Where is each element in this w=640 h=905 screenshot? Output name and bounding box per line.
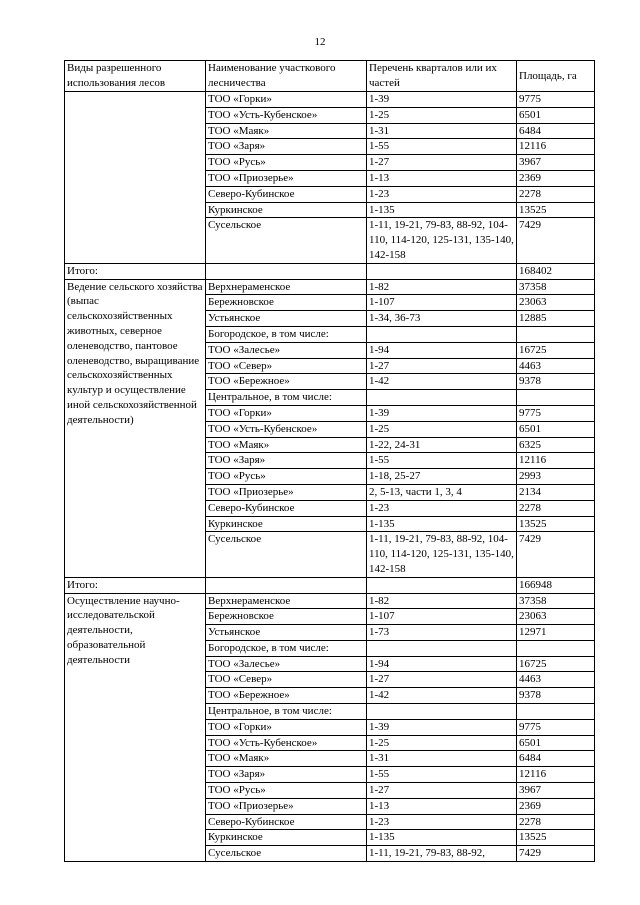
quarters-cell: [367, 326, 517, 342]
quarters-cell: 1-34, 36-73: [367, 311, 517, 327]
quarters-cell: 1-82: [367, 593, 517, 609]
area-cell: 9775: [517, 92, 595, 108]
total-row: [65, 263, 595, 279]
forestry-name-cell: ТОО «Бережное»: [206, 374, 367, 390]
table-header-row: [65, 61, 595, 92]
quarters-cell: 1-39: [367, 405, 517, 421]
area-cell: 9775: [517, 405, 595, 421]
forestry-name-cell: Бережновское: [206, 609, 367, 625]
forestry-name-cell: ТОО «Горки»: [206, 92, 367, 108]
table-row: [65, 92, 595, 108]
forestry-name-cell: ТОО «Горки»: [206, 405, 367, 421]
quarters-cell: 1-42: [367, 688, 517, 704]
forestry-name-cell: Северо-Кубинское: [206, 500, 367, 516]
area-cell: [517, 390, 595, 406]
quarters-cell: 1-55: [367, 139, 517, 155]
quarters-cell: 1-31: [367, 123, 517, 139]
quarters-cell: 1-18, 25-27: [367, 469, 517, 485]
area-cell: 6484: [517, 751, 595, 767]
quarters-cell: [367, 704, 517, 720]
quarters-cell: 1-25: [367, 421, 517, 437]
quarters-cell: 1-27: [367, 358, 517, 374]
area-cell: 6501: [517, 735, 595, 751]
page-number: 12: [314, 36, 326, 48]
quarters-cell: 1-11, 19-21, 79-83, 88-92,: [367, 846, 517, 862]
quarters-cell: 1-13: [367, 798, 517, 814]
area-cell: 7429: [517, 218, 595, 263]
forestry-name-cell: ТОО «Русь»: [206, 155, 367, 171]
quarters-cell: 1-135: [367, 830, 517, 846]
quarters-cell: 1-25: [367, 735, 517, 751]
quarters-cell: 1-22, 24-31: [367, 437, 517, 453]
quarters-cell: 1-31: [367, 751, 517, 767]
area-cell: 6501: [517, 421, 595, 437]
area-cell: 2369: [517, 798, 595, 814]
area-cell: 2278: [517, 814, 595, 830]
area-cell: 3967: [517, 155, 595, 171]
forestry-name-cell: ТОО «Залесье»: [206, 656, 367, 672]
total-value-cell: 168402: [517, 263, 595, 279]
table-row: [65, 593, 595, 609]
quarters-cell: 1-39: [367, 92, 517, 108]
forestry-name-cell: ТОО «Маяк»: [206, 123, 367, 139]
empty-cell: [206, 263, 367, 279]
forestry-name-cell: ТОО «Маяк»: [206, 437, 367, 453]
area-cell: 12116: [517, 453, 595, 469]
forestry-name-cell: Сусельское: [206, 532, 367, 577]
area-cell: 16725: [517, 656, 595, 672]
quarters-cell: 1-13: [367, 170, 517, 186]
header-use-type: Виды разрешенного использования лесов: [65, 61, 206, 92]
quarters-cell: 1-107: [367, 295, 517, 311]
forestry-name-cell: Куркинское: [206, 516, 367, 532]
area-cell: [517, 640, 595, 656]
header-area: Площадь, га: [517, 61, 595, 92]
forestry-name-cell: Северо-Кубинское: [206, 814, 367, 830]
area-cell: 6325: [517, 437, 595, 453]
area-cell: 6484: [517, 123, 595, 139]
area-cell: 23063: [517, 609, 595, 625]
forestry-name-cell: Верхнераменское: [206, 593, 367, 609]
forestry-name-cell: ТОО «Приозерье»: [206, 170, 367, 186]
empty-cell: [367, 263, 517, 279]
forestry-name-cell: Верхнераменское: [206, 279, 367, 295]
forest-use-table: [64, 60, 595, 862]
quarters-cell: 1-23: [367, 500, 517, 516]
quarters-cell: 1-11, 19-21, 79-83, 88-92, 104-110, 114-120, 125-131, 135-140, 142-158: [367, 218, 517, 263]
area-cell: [517, 326, 595, 342]
area-cell: 13525: [517, 516, 595, 532]
total-value-cell: 166948: [517, 577, 595, 593]
quarters-cell: 1-73: [367, 625, 517, 641]
quarters-cell: 1-107: [367, 609, 517, 625]
forestry-name-cell: ТОО «Север»: [206, 672, 367, 688]
forestry-name-cell: ТОО «Русь»: [206, 783, 367, 799]
forestry-name-cell: ТОО «Усть-Кубенское»: [206, 735, 367, 751]
forestry-name-cell: ТОО «Усть-Кубенское»: [206, 421, 367, 437]
total-label-cell: Итого:: [65, 577, 206, 593]
area-cell: 7429: [517, 846, 595, 862]
forestry-name-cell: ТОО «Заря»: [206, 453, 367, 469]
forestry-name-cell: Куркинское: [206, 202, 367, 218]
forestry-name-cell: Богородское, в том числе:: [206, 640, 367, 656]
forestry-name-cell: ТОО «Маяк»: [206, 751, 367, 767]
forestry-name-cell: Сусельское: [206, 218, 367, 263]
forestry-name-cell: ТОО «Заря»: [206, 139, 367, 155]
area-cell: 6501: [517, 107, 595, 123]
area-cell: 9378: [517, 374, 595, 390]
quarters-cell: 1-42: [367, 374, 517, 390]
quarters-cell: 1-135: [367, 202, 517, 218]
area-cell: 13525: [517, 202, 595, 218]
forestry-name-cell: Устьянское: [206, 625, 367, 641]
area-cell: 7429: [517, 532, 595, 577]
header-quarters: Перечень кварталов или их частей: [367, 61, 517, 92]
area-cell: 12885: [517, 311, 595, 327]
forestry-name-cell: Центральное, в том числе:: [206, 390, 367, 406]
area-cell: 12971: [517, 625, 595, 641]
quarters-cell: 1-39: [367, 719, 517, 735]
area-cell: 2278: [517, 186, 595, 202]
area-cell: 23063: [517, 295, 595, 311]
quarters-cell: [367, 390, 517, 406]
quarters-cell: 1-135: [367, 516, 517, 532]
forestry-name-cell: ТОО «Бережное»: [206, 688, 367, 704]
forestry-name-cell: Куркинское: [206, 830, 367, 846]
forestry-name-cell: ТОО «Север»: [206, 358, 367, 374]
quarters-cell: 1-82: [367, 279, 517, 295]
forestry-name-cell: Устьянское: [206, 311, 367, 327]
quarters-cell: 1-55: [367, 453, 517, 469]
forestry-name-cell: Северо-Кубинское: [206, 186, 367, 202]
area-cell: 2278: [517, 500, 595, 516]
quarters-cell: 1-27: [367, 672, 517, 688]
area-cell: 4463: [517, 358, 595, 374]
quarters-cell: 1-55: [367, 767, 517, 783]
quarters-cell: 1-27: [367, 783, 517, 799]
area-cell: 13525: [517, 830, 595, 846]
forestry-name-cell: ТОО «Усть-Кубенское»: [206, 107, 367, 123]
empty-cell: [206, 577, 367, 593]
forestry-name-cell: Бережновское: [206, 295, 367, 311]
forestry-name-cell: Сусельское: [206, 846, 367, 862]
area-cell: 12116: [517, 767, 595, 783]
quarters-cell: 1-23: [367, 186, 517, 202]
forestry-name-cell: ТОО «Приозерье»: [206, 798, 367, 814]
area-cell: 9378: [517, 688, 595, 704]
empty-cell: [367, 577, 517, 593]
area-cell: 3967: [517, 783, 595, 799]
quarters-cell: 1-25: [367, 107, 517, 123]
forestry-name-cell: ТОО «Русь»: [206, 469, 367, 485]
area-cell: 37358: [517, 593, 595, 609]
area-cell: [517, 704, 595, 720]
area-cell: 37358: [517, 279, 595, 295]
area-cell: 16725: [517, 342, 595, 358]
quarters-cell: 1-11, 19-21, 79-83, 88-92, 104-110, 114-120, 125-131, 135-140, 142-158: [367, 532, 517, 577]
quarters-cell: 1-94: [367, 342, 517, 358]
forestry-name-cell: ТОО «Заря»: [206, 767, 367, 783]
area-cell: 12116: [517, 139, 595, 155]
forestry-name-cell: Богородское, в том числе:: [206, 326, 367, 342]
area-cell: 2369: [517, 170, 595, 186]
header-forestry-name: Наименование участкового лесничества: [206, 61, 367, 92]
area-cell: 9775: [517, 719, 595, 735]
total-row: [65, 577, 595, 593]
forestry-name-cell: ТОО «Залесье»: [206, 342, 367, 358]
use-type-cell: Осуществление научно-исследовательской деятельности, образовательной деятельности: [65, 593, 206, 862]
total-label-cell: Итого:: [65, 263, 206, 279]
quarters-cell: 1-23: [367, 814, 517, 830]
use-type-cell: Ведение сельского хозяйства (выпас сельскохозяйственных животных, северное оленеводство, пантовое оленеводство, выращивание сельскохозяйственных культур и осуществление иной сельскохозяйственной деятельности): [65, 279, 206, 577]
quarters-cell: 1-94: [367, 656, 517, 672]
area-cell: 2134: [517, 484, 595, 500]
forestry-name-cell: ТОО «Горки»: [206, 719, 367, 735]
use-type-cell: [65, 92, 206, 264]
area-cell: 4463: [517, 672, 595, 688]
forestry-name-cell: ТОО «Приозерье»: [206, 484, 367, 500]
quarters-cell: 2, 5-13, части 1, 3, 4: [367, 484, 517, 500]
quarters-cell: [367, 640, 517, 656]
area-cell: 2993: [517, 469, 595, 485]
forestry-name-cell: Центральное, в том числе:: [206, 704, 367, 720]
quarters-cell: 1-27: [367, 155, 517, 171]
table-row: [65, 279, 595, 295]
